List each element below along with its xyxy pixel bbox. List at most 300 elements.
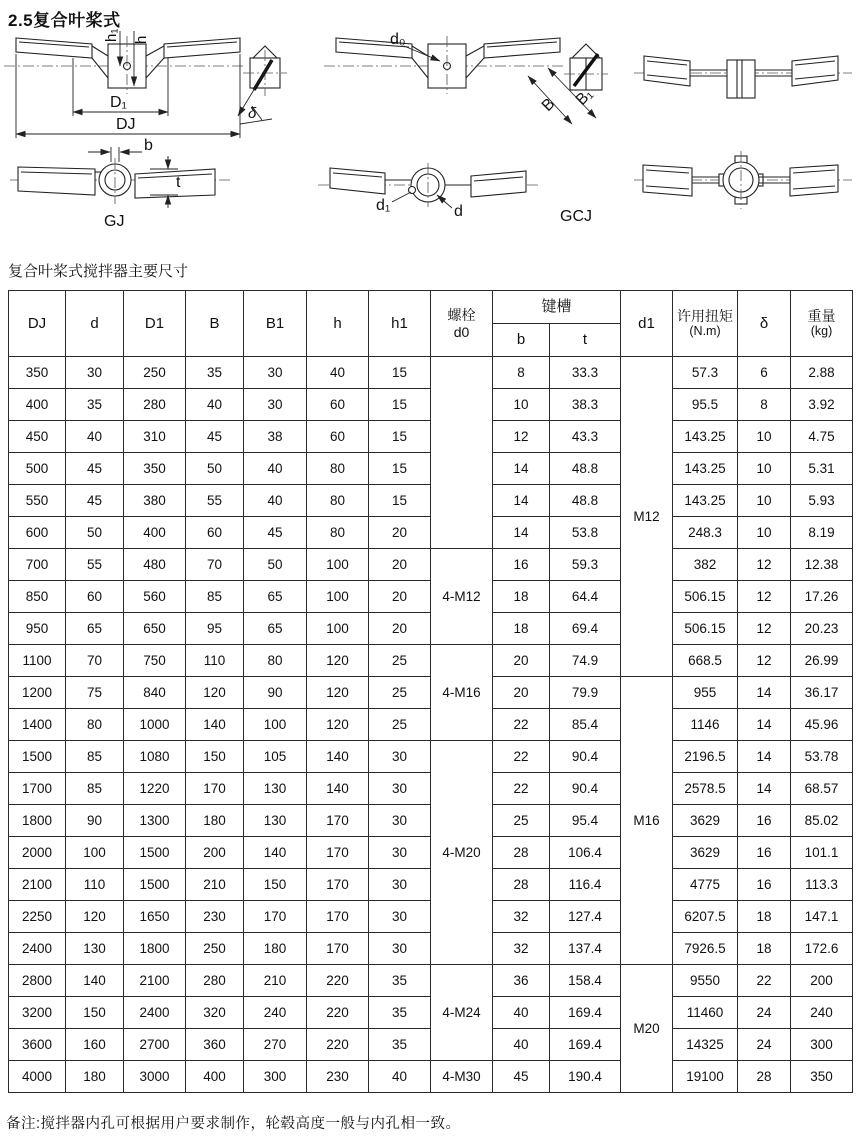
table-row — [9, 549, 853, 581]
table-cell: M20 — [621, 965, 673, 1093]
table-cell: 53.8 — [550, 517, 621, 549]
table-cell: 14 — [493, 453, 550, 485]
table-cell: 32 — [493, 933, 550, 965]
table-cell: 26.99 — [791, 645, 853, 677]
table-cell: 248.3 — [673, 517, 738, 549]
dim-label-d: d — [454, 203, 463, 220]
table-cell: 500 — [9, 453, 66, 485]
table-cell: 600 — [9, 517, 66, 549]
table-cell: 120 — [66, 901, 124, 933]
table-cell: 12 — [493, 421, 550, 453]
table-cell: 90 — [244, 677, 307, 709]
table-cell: 45 — [66, 453, 124, 485]
table-cell: 840 — [124, 677, 186, 709]
table-cell: 100 — [66, 837, 124, 869]
table-cell: 2400 — [124, 997, 186, 1029]
table-cell: 220 — [307, 1029, 369, 1061]
table-cell: 30 — [369, 773, 431, 805]
table-cell: 4-M24 — [431, 965, 493, 1061]
table-cell: 10 — [493, 389, 550, 421]
table-cell: 6207.5 — [673, 901, 738, 933]
table-cell: 350 — [9, 357, 66, 389]
table-cell: 95.4 — [550, 805, 621, 837]
table-cell: 30 — [369, 805, 431, 837]
gj-top-view — [10, 137, 230, 230]
table-cell: 16 — [738, 869, 791, 901]
blade-width-section — [528, 44, 608, 124]
table-cell: 1500 — [124, 869, 186, 901]
dim-label-t: t — [176, 174, 181, 191]
table-cell: 180 — [244, 933, 307, 965]
table-cell: 60 — [307, 421, 369, 453]
table-cell: 250 — [124, 357, 186, 389]
table-cell: 35 — [369, 997, 431, 1029]
table-cell: 506.15 — [673, 581, 738, 613]
table-cell: 80 — [66, 709, 124, 741]
table-cell: 80 — [307, 485, 369, 517]
table-cell: 169.4 — [550, 1029, 621, 1061]
table-cell: 65 — [244, 581, 307, 613]
table-cell: 57.3 — [673, 357, 738, 389]
table-cell: 30 — [244, 357, 307, 389]
table-row — [9, 741, 853, 773]
table-cell: 28 — [493, 837, 550, 869]
table-cell: 1800 — [124, 933, 186, 965]
table-cell: 14 — [493, 517, 550, 549]
table-row — [9, 1061, 853, 1093]
table-cell: 110 — [66, 869, 124, 901]
table-cell: 1500 — [124, 837, 186, 869]
table-cell: 3000 — [124, 1061, 186, 1093]
table-cell: 14 — [738, 677, 791, 709]
table-cell: 180 — [186, 805, 244, 837]
view-label-gj: GJ — [104, 213, 125, 230]
col-header-d: d — [66, 291, 124, 357]
table-cell: 30 — [369, 741, 431, 773]
table-cell: 18 — [738, 901, 791, 933]
table-cell: 5.31 — [791, 453, 853, 485]
table-caption: 复合叶桨式搅拌器主要尺寸 — [8, 263, 189, 280]
table-cell: 70 — [66, 645, 124, 677]
table-cell: 35 — [66, 389, 124, 421]
table-cell: 4000 — [9, 1061, 66, 1093]
table-cell: 350 — [124, 453, 186, 485]
table-cell: 18 — [738, 933, 791, 965]
table-cell: 400 — [9, 389, 66, 421]
table-cell: 270 — [244, 1029, 307, 1061]
section-title: 2.5复合叶桨式 — [8, 11, 121, 30]
table-cell: 120 — [307, 645, 369, 677]
table-cell: 380 — [124, 485, 186, 517]
dim-label-D1: D₁ — [110, 94, 127, 111]
dim-label-b: b — [144, 137, 153, 154]
table-cell: 210 — [244, 965, 307, 997]
table-cell: 130 — [244, 773, 307, 805]
table-cell: 36 — [493, 965, 550, 997]
table-cell: 40 — [493, 997, 550, 1029]
table-cell: 110 — [186, 645, 244, 677]
table-cell: 280 — [124, 389, 186, 421]
table-cell: 120 — [307, 677, 369, 709]
table-cell: 2578.5 — [673, 773, 738, 805]
table-cell: 79.9 — [550, 677, 621, 709]
col-header-keyway-b: b — [493, 324, 550, 357]
table-cell: 20 — [369, 549, 431, 581]
table-cell: 25 — [369, 709, 431, 741]
table-cell: 750 — [124, 645, 186, 677]
table-cell: 137.4 — [550, 933, 621, 965]
table-cell: 20 — [493, 677, 550, 709]
table-cell: 80 — [307, 453, 369, 485]
table-cell: 113.3 — [791, 869, 853, 901]
table-cell: 158.4 — [550, 965, 621, 997]
table-cell: 7926.5 — [673, 933, 738, 965]
table-cell: 120 — [307, 709, 369, 741]
dim-label-delta: δ — [248, 105, 257, 122]
table-cell: 210 — [186, 869, 244, 901]
table-cell: 35 — [369, 965, 431, 997]
table-cell: 30 — [369, 837, 431, 869]
table-cell: 17.26 — [791, 581, 853, 613]
drawings-svg — [0, 28, 860, 250]
table-cell: 43.3 — [550, 421, 621, 453]
table-cell: 22 — [493, 741, 550, 773]
table-cell: 240 — [791, 997, 853, 1029]
table-cell: 400 — [186, 1061, 244, 1093]
dim-label-B: B — [538, 95, 559, 115]
table-cell: 60 — [66, 581, 124, 613]
table-cell: 170 — [186, 773, 244, 805]
table-cell: 1400 — [9, 709, 66, 741]
col-header-B: B — [186, 291, 244, 357]
gcj-side-view — [634, 56, 852, 98]
table-cell: 300 — [244, 1061, 307, 1093]
table-cell: 140 — [244, 837, 307, 869]
table-cell: 200 — [186, 837, 244, 869]
table-cell: 10 — [738, 485, 791, 517]
table-cell: 14 — [493, 485, 550, 517]
table-cell: 1220 — [124, 773, 186, 805]
table-cell: 70 — [186, 549, 244, 581]
table-cell: 85 — [186, 581, 244, 613]
table-cell: 85.4 — [550, 709, 621, 741]
table-cell: 40 — [493, 1029, 550, 1061]
table-cell: 24 — [738, 997, 791, 1029]
table-cell: 59.3 — [550, 549, 621, 581]
table-cell: 40 — [307, 357, 369, 389]
table-cell: 106.4 — [550, 837, 621, 869]
col-header-weight: 重量 (kg) — [791, 291, 853, 357]
gcj-top-view-clamp — [634, 151, 852, 209]
table-cell: 180 — [66, 1061, 124, 1093]
table-cell: 40 — [186, 389, 244, 421]
table-cell: 25 — [369, 645, 431, 677]
table-cell: 172.6 — [791, 933, 853, 965]
table-cell: 100 — [244, 709, 307, 741]
table-cell: 64.4 — [550, 581, 621, 613]
dim-label-B1: B₁ — [572, 85, 597, 109]
table-cell: 320 — [186, 997, 244, 1029]
table-cell: 14 — [738, 773, 791, 805]
table-cell: 4-M30 — [431, 1061, 493, 1093]
table-cell: 19100 — [673, 1061, 738, 1093]
table-cell: 127.4 — [550, 901, 621, 933]
col-header-h: h — [307, 291, 369, 357]
table-cell: 1700 — [9, 773, 66, 805]
col-header-delta: δ — [738, 291, 791, 357]
table-cell: 350 — [791, 1061, 853, 1093]
table-cell: 30 — [369, 933, 431, 965]
table-cell: 2100 — [9, 869, 66, 901]
table-cell: 15 — [369, 389, 431, 421]
table-cell: 6 — [738, 357, 791, 389]
table-cell: 45 — [493, 1061, 550, 1093]
table-cell: 65 — [66, 613, 124, 645]
table-cell: 20.23 — [791, 613, 853, 645]
table-cell: 1000 — [124, 709, 186, 741]
table-cell: M12 — [621, 357, 673, 677]
table-cell: 506.15 — [673, 613, 738, 645]
table-cell: 50 — [244, 549, 307, 581]
table-cell: 190.4 — [550, 1061, 621, 1093]
table-cell: 140 — [66, 965, 124, 997]
table-cell: 220 — [307, 965, 369, 997]
table-cell: 1500 — [9, 741, 66, 773]
table-cell: 8.19 — [791, 517, 853, 549]
table-cell: 1146 — [673, 709, 738, 741]
table-cell: 100 — [307, 581, 369, 613]
table-cell: 560 — [124, 581, 186, 613]
table-cell: 15 — [369, 485, 431, 517]
col-header-keyway: 键槽 — [493, 291, 621, 324]
table-cell: 1800 — [9, 805, 66, 837]
table-cell: 35 — [186, 357, 244, 389]
table-cell: 116.4 — [550, 869, 621, 901]
table-cell: 45 — [66, 485, 124, 517]
table-cell: 130 — [66, 933, 124, 965]
table-row — [9, 645, 853, 677]
table-cell: 220 — [307, 997, 369, 1029]
dim-label-h: h — [133, 35, 150, 44]
table-cell: 550 — [9, 485, 66, 517]
table-cell: 1100 — [9, 645, 66, 677]
table-cell: 4-M16 — [431, 645, 493, 741]
table-cell: 55 — [186, 485, 244, 517]
table-cell: 12 — [738, 613, 791, 645]
table-cell: 90.4 — [550, 741, 621, 773]
table-cell: 30 — [244, 389, 307, 421]
table-cell: 20 — [369, 517, 431, 549]
gj-side-view-d0 — [324, 31, 566, 94]
table-cell: 150 — [186, 741, 244, 773]
table-cell: 8 — [493, 357, 550, 389]
col-header-B1: B1 — [244, 291, 307, 357]
table-cell: 16 — [738, 837, 791, 869]
table-cell: 50 — [186, 453, 244, 485]
table-cell: 3200 — [9, 997, 66, 1029]
table-cell: 12 — [738, 549, 791, 581]
table-cell: 20 — [369, 613, 431, 645]
table-cell: 18 — [493, 613, 550, 645]
table-cell: 20 — [493, 645, 550, 677]
table-cell: 2800 — [9, 965, 66, 997]
table-cell: 45 — [244, 517, 307, 549]
table-cell: 30 — [369, 869, 431, 901]
table-cell: 101.1 — [791, 837, 853, 869]
table-cell — [431, 357, 493, 549]
table-cell: 38.3 — [550, 389, 621, 421]
table-cell: 22 — [493, 709, 550, 741]
table-cell: 4775 — [673, 869, 738, 901]
table-cell: 5.93 — [791, 485, 853, 517]
table-cell: 28 — [738, 1061, 791, 1093]
table-cell: 40 — [244, 453, 307, 485]
table-cell: 3.92 — [791, 389, 853, 421]
table-cell: 2400 — [9, 933, 66, 965]
table-cell: 105 — [244, 741, 307, 773]
table-cell: 18 — [493, 581, 550, 613]
col-header-keyway-t: t — [550, 324, 621, 357]
table-cell: 143.25 — [673, 421, 738, 453]
table-cell: 33.3 — [550, 357, 621, 389]
view-label-gcj: GCJ — [560, 208, 592, 225]
table-cell: 65 — [244, 613, 307, 645]
dim-label-d1: d₁ — [376, 197, 391, 214]
table-cell: 16 — [738, 805, 791, 837]
table-cell: 300 — [791, 1029, 853, 1061]
table-cell: 75 — [66, 677, 124, 709]
table-cell: 700 — [9, 549, 66, 581]
table-cell: 10 — [738, 453, 791, 485]
table-cell: 170 — [307, 869, 369, 901]
table-cell: 36.17 — [791, 677, 853, 709]
blade-angle-section — [238, 46, 287, 124]
table-cell: 28 — [493, 869, 550, 901]
table-cell: 2250 — [9, 901, 66, 933]
table-cell: 950 — [9, 613, 66, 645]
table-cell: 1200 — [9, 677, 66, 709]
table-cell: 2196.5 — [673, 741, 738, 773]
table-cell: 170 — [307, 837, 369, 869]
table-cell: 4.75 — [791, 421, 853, 453]
col-header-dj: DJ — [9, 291, 66, 357]
table-cell: 90 — [66, 805, 124, 837]
table-cell: 9550 — [673, 965, 738, 997]
table-cell: 480 — [124, 549, 186, 581]
table-cell: 160 — [66, 1029, 124, 1061]
table-cell: 169.4 — [550, 997, 621, 1029]
table-cell: 955 — [673, 677, 738, 709]
table-cell: M16 — [621, 677, 673, 965]
gj-side-view — [4, 29, 246, 138]
table-cell: 48.8 — [550, 485, 621, 517]
table-cell: 14325 — [673, 1029, 738, 1061]
table-cell: 310 — [124, 421, 186, 453]
table-cell: 360 — [186, 1029, 244, 1061]
table-cell: 60 — [307, 389, 369, 421]
table-cell: 170 — [244, 901, 307, 933]
table-cell: 30 — [369, 901, 431, 933]
table-cell: 170 — [307, 805, 369, 837]
table-cell: 90.4 — [550, 773, 621, 805]
table-cell: 40 — [244, 485, 307, 517]
table-header — [9, 291, 853, 357]
table-cell: 38 — [244, 421, 307, 453]
dim-label-h1: h₁ — [103, 28, 120, 42]
table-cell: 850 — [9, 581, 66, 613]
table-body — [9, 357, 853, 1093]
table-cell: 22 — [738, 965, 791, 997]
table-cell: 4-M12 — [431, 549, 493, 645]
table-cell: 400 — [124, 517, 186, 549]
col-header-D1: D1 — [124, 291, 186, 357]
table-cell: 85 — [66, 741, 124, 773]
table-cell: 24 — [738, 1029, 791, 1061]
table-cell: 1300 — [124, 805, 186, 837]
dim-label-DJ: DJ — [116, 116, 136, 133]
col-header-bolt-d0: 螺栓 d0 — [431, 291, 493, 357]
footnote: 备注:搅拌器内孔可根据用户要求制作，轮毂高度一般与内孔相一致。 — [6, 1116, 461, 1132]
table-cell: 15 — [369, 453, 431, 485]
table-cell: 69.4 — [550, 613, 621, 645]
table-cell: 147.1 — [791, 901, 853, 933]
table-cell: 140 — [307, 773, 369, 805]
dimensions-table — [8, 290, 853, 1093]
table-cell: 60 — [186, 517, 244, 549]
table-cell: 382 — [673, 549, 738, 581]
table-cell: 2.88 — [791, 357, 853, 389]
table-cell: 68.57 — [791, 773, 853, 805]
table-cell: 100 — [307, 613, 369, 645]
table-cell: 8 — [738, 389, 791, 421]
table-cell: 11460 — [673, 997, 738, 1029]
table-cell: 150 — [66, 997, 124, 1029]
table-cell: 80 — [244, 645, 307, 677]
technical-drawings — [0, 28, 860, 250]
table-cell: 85.02 — [791, 805, 853, 837]
table-cell: 14 — [738, 741, 791, 773]
table-cell: 45.96 — [791, 709, 853, 741]
table-cell: 95.5 — [673, 389, 738, 421]
table-cell: 25 — [493, 805, 550, 837]
table-cell: 230 — [307, 1061, 369, 1093]
table-cell: 3629 — [673, 837, 738, 869]
table-cell: 143.25 — [673, 453, 738, 485]
table-cell: 668.5 — [673, 645, 738, 677]
table-cell: 74.9 — [550, 645, 621, 677]
table-cell: 650 — [124, 613, 186, 645]
table-cell: 16 — [493, 549, 550, 581]
table-row — [9, 357, 853, 389]
table-cell: 53.78 — [791, 741, 853, 773]
table-cell: 22 — [493, 773, 550, 805]
table-cell: 170 — [307, 933, 369, 965]
table-cell: 14 — [738, 709, 791, 741]
table-cell: 12 — [738, 645, 791, 677]
table-cell: 240 — [244, 997, 307, 1029]
table-cell: 280 — [186, 965, 244, 997]
table-cell: 10 — [738, 421, 791, 453]
table-cell: 120 — [186, 677, 244, 709]
table-cell: 3600 — [9, 1029, 66, 1061]
gcj-top-view — [318, 163, 592, 225]
dim-label-d0: d₀ — [390, 31, 406, 48]
col-header-torque: 许用扭矩 (N.m) — [673, 291, 738, 357]
table-cell: 50 — [66, 517, 124, 549]
table-cell: 140 — [307, 741, 369, 773]
table-cell: 140 — [186, 709, 244, 741]
table-cell: 85 — [66, 773, 124, 805]
